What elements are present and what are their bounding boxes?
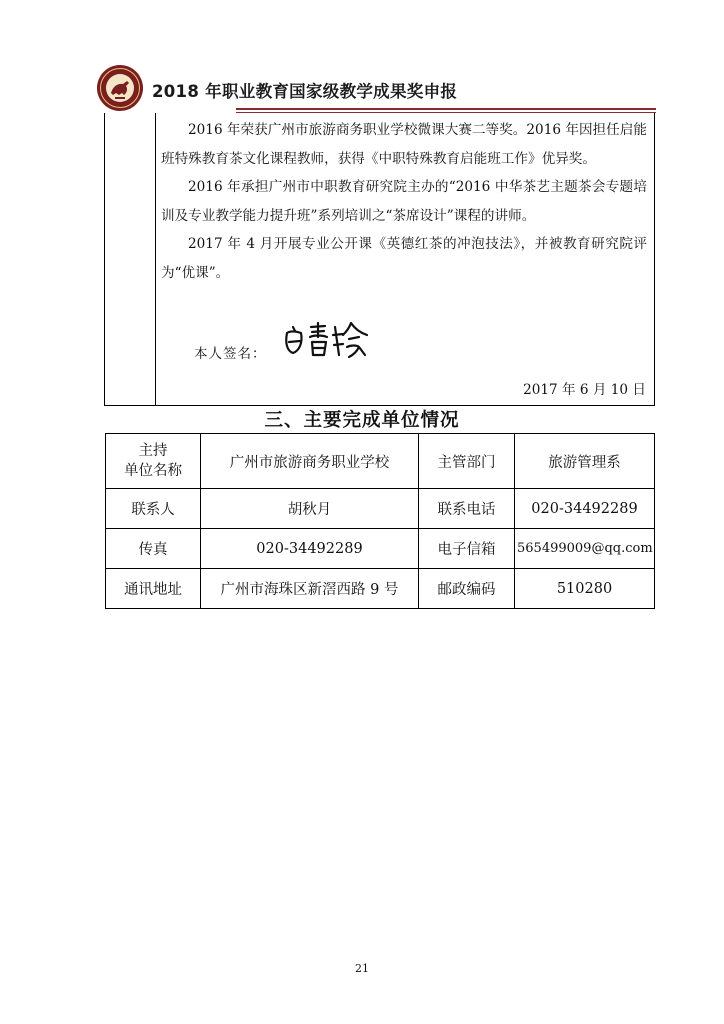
paragraph: 2016 年荣获广州市旅游商务职业学校微课大赛二等奖。2016 年因担任启能班特殊教育茶文化课程教师，获得《中职特殊教育启能班工作》优异奖。 <box>161 122 647 167</box>
field-value-fax: 020-34492289 <box>201 529 419 569</box>
field-value-lead-unit: 广州市旅游商务职业学校 <box>201 434 419 489</box>
table-row <box>106 569 655 609</box>
field-value-address: 广州市海珠区新滘西路 9 号 <box>201 569 419 609</box>
field-label-contact: 联系人 <box>106 489 201 529</box>
table-row <box>106 434 655 489</box>
resume-content-box <box>104 113 655 406</box>
field-value-email: 565499009@qq.com <box>515 529 655 569</box>
units-table <box>105 433 655 609</box>
school-seal-logo-icon <box>96 64 144 112</box>
header-rule <box>236 108 656 110</box>
handwritten-signature <box>281 315 373 361</box>
field-value-department: 旅游管理系 <box>515 434 655 489</box>
achievement-paragraphs <box>161 116 647 287</box>
paragraph: 2017 年 4 月开展专业公开课《英德红茶的冲泡技法》，并被教育研究院评为“优课”。 <box>161 236 647 281</box>
field-label-fax: 传真 <box>106 529 201 569</box>
paragraph: 2016 年承担广州市中职教育研究院主办的“2016 中华茶艺主题茶会专题培训及专业教学能力提升班”系列培训之“茶席设计”课程的讲师。 <box>161 179 647 224</box>
field-value-phone: 020-34492289 <box>515 489 655 529</box>
field-label-lead-unit: 主持 单位名称 <box>106 434 201 489</box>
section-title: 三、主要完成单位情况 <box>264 410 460 431</box>
field-value-contact: 胡秋月 <box>201 489 419 529</box>
field-label-email: 电子信箱 <box>419 529 515 569</box>
table-row <box>106 529 655 569</box>
signature-label: 本人签名： <box>194 346 267 362</box>
header-title: 2018 年职业教育国家级教学成果奖申报 <box>152 82 458 101</box>
field-label-postcode: 邮政编码 <box>419 569 515 609</box>
signature-date: 2017 年 6 月 10 日 <box>523 382 646 398</box>
field-label-department: 主管部门 <box>419 434 515 489</box>
field-label-phone: 联系电话 <box>419 489 515 529</box>
column-divider <box>155 113 156 405</box>
field-value-postcode: 510280 <box>515 569 655 609</box>
page-header <box>96 64 656 116</box>
page-number: 21 <box>355 962 369 975</box>
table-row <box>106 489 655 529</box>
field-label-address: 通讯地址 <box>106 569 201 609</box>
